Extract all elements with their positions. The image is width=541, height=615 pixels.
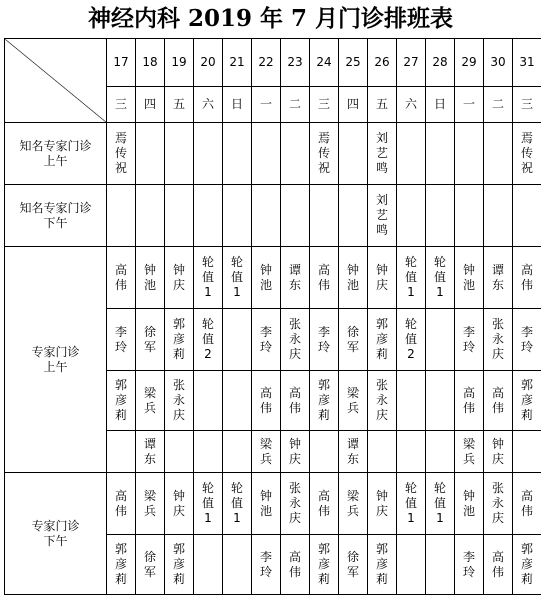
doctor-cell-text: 钟庆 [173,488,186,518]
date-cell: 17 [107,39,136,87]
doctor-cell [223,309,252,371]
doctor-cell [281,371,310,431]
doctor-cell-text: 刘艺鸣 [376,193,389,237]
doctor-cell-text: 郭彦莉 [521,378,534,422]
doctor-cell [281,431,310,473]
doctor-cell [252,431,281,473]
doctor-cell-text: 轮值2 [202,317,215,361]
doctor-cell-text: 钟池 [463,262,476,292]
doctor-cell [484,431,513,473]
doctor-cell [223,371,252,431]
doctor-cell-text: 谭东 [144,436,157,466]
doctor-cell-text: 钟池 [144,262,157,292]
doctor-cell-text: 郭彦莉 [173,317,186,361]
doctor-cell [368,247,397,309]
doctor-cell-text: 张永庆 [289,481,302,525]
doctor-cell [252,309,281,371]
doctor-cell [107,431,136,473]
doctor-cell [194,185,223,247]
doctor-cell-text: 高伟 [260,385,273,415]
doctor-cell [252,473,281,535]
doctor-cell [339,123,368,185]
weekday-cell: 一 [455,87,484,123]
doctor-cell [513,431,541,473]
doctor-cell-text: 李玲 [463,549,476,579]
doctor-cell [426,309,455,371]
doctor-cell-text: 轮值1 [405,481,418,525]
doctor-cell [513,535,541,595]
doctor-cell [484,473,513,535]
weekday-cell: 一 [252,87,281,123]
doctor-cell [136,535,165,595]
doctor-cell-text: 李玲 [115,324,128,354]
weekday-cell: 日 [223,87,252,123]
doctor-cell [223,185,252,247]
doctor-cell [165,123,194,185]
expert-pm-label [5,185,107,247]
date-cell: 24 [310,39,339,87]
doctor-cell [136,123,165,185]
doctor-cell [194,431,223,473]
doctor-cell [252,371,281,431]
doctor-cell [484,123,513,185]
doctor-cell-text: 高伟 [492,549,505,579]
date-cell: 30 [484,39,513,87]
doctor-cell [281,247,310,309]
doctor-cell-text: 李玲 [318,324,331,354]
doctor-cell-text: 郭彦莉 [115,378,128,422]
doctor-cell [368,371,397,431]
doctor-cell [397,185,426,247]
doctor-cell [194,535,223,595]
doctor-cell [368,535,397,595]
weekday-cell: 日 [426,87,455,123]
doctor-cell [223,535,252,595]
doctor-cell [455,431,484,473]
doctor-cell-text: 高伟 [492,385,505,415]
page-title: 神经内科 2019 年 7 月门诊排班表 [87,5,454,32]
doctor-cell [107,123,136,185]
doctor-cell [426,535,455,595]
doctor-cell-text: 焉传祝 [521,131,534,175]
doctor-cell [194,473,223,535]
doctor-cell-text: 钟庆 [492,436,505,466]
doctor-cell [136,185,165,247]
clinic-pm-row [5,473,541,535]
doctor-cell [455,473,484,535]
doctor-cell [397,431,426,473]
doctor-cell [194,247,223,309]
weekday-cell: 六 [194,87,223,123]
weekday-cell: 五 [165,87,194,123]
doctor-cell [310,247,339,309]
doctor-cell [426,371,455,431]
doctor-cell-text: 张永庆 [492,481,505,525]
doctor-cell [339,185,368,247]
doctor-cell-text: 刘艺鸣 [376,131,389,175]
doctor-cell [107,371,136,431]
doctor-cell-text: 高伟 [318,262,331,292]
doctor-cell-text: 轮值1 [434,481,447,525]
doctor-cell [368,123,397,185]
doctor-cell-text: 高伟 [463,385,476,415]
doctor-cell [310,185,339,247]
doctor-cell-text: 高伟 [521,262,534,292]
doctor-cell-text: 钟庆 [376,488,389,518]
clinic-pm-label [5,473,107,595]
doctor-cell-text: 梁兵 [347,385,360,415]
weekday-cell: 六 [397,87,426,123]
doctor-cell-text: 轮值1 [231,255,244,299]
doctor-cell [136,473,165,535]
doctor-cell-text: 郭彦莉 [521,542,534,586]
doctor-cell [426,473,455,535]
doctor-cell [426,247,455,309]
expert-am-label [5,123,107,185]
weekday-cell: 二 [484,87,513,123]
doctor-cell [194,309,223,371]
doctor-cell [455,371,484,431]
doctor-cell-text: 高伟 [115,488,128,518]
doctor-cell [310,473,339,535]
doctor-cell-text: 李玲 [260,324,273,354]
doctor-cell [368,185,397,247]
doctor-cell [455,309,484,371]
doctor-cell-text: 徐军 [347,324,360,354]
clinic-am-row [5,247,541,309]
doctor-cell-text: 焉传祝 [115,131,128,175]
doctor-cell [165,309,194,371]
doctor-cell [252,247,281,309]
doctor-cell-text: 张永庆 [492,317,505,361]
doctor-cell [426,431,455,473]
expert-am-label-line-1: 知名专家门诊 [19,138,92,153]
doctor-cell-text: 郭彦莉 [173,542,186,586]
corner-diagonal-cell [5,39,107,123]
doctor-cell [310,535,339,595]
doctor-cell-text: 谭东 [492,262,505,292]
doctor-cell-text: 钟池 [260,488,273,518]
doctor-cell [165,473,194,535]
date-cell: 29 [455,39,484,87]
doctor-cell-text: 高伟 [115,262,128,292]
doctor-cell-text: 轮值1 [231,481,244,525]
doctor-cell [281,473,310,535]
doctor-cell [107,473,136,535]
doctor-cell [252,123,281,185]
date-cell: 31 [513,39,541,87]
doctor-cell [107,535,136,595]
doctor-cell [223,473,252,535]
doctor-cell-text: 李玲 [521,324,534,354]
doctor-cell [165,247,194,309]
doctor-cell [484,371,513,431]
doctor-cell [194,123,223,185]
doctor-cell [339,309,368,371]
doctor-cell [397,247,426,309]
doctor-cell-text: 钟池 [463,488,476,518]
doctor-cell [281,185,310,247]
doctor-cell [339,535,368,595]
clinic-am-label-line-1: 专家门诊 [31,344,80,359]
clinic-am-label-line-2: 上午 [43,359,68,374]
weekday-cell: 三 [513,87,541,123]
date-cell: 20 [194,39,223,87]
doctor-cell [107,185,136,247]
date-cell: 25 [339,39,368,87]
doctor-cell-text: 郭彦莉 [318,378,331,422]
doctor-cell [223,431,252,473]
doctor-cell-text: 梁兵 [463,436,476,466]
date-cell: 27 [397,39,426,87]
doctor-cell [223,123,252,185]
doctor-cell [484,185,513,247]
date-cell: 19 [165,39,194,87]
clinic-am-label [5,247,107,473]
schedule-table [4,38,541,595]
doctor-cell [484,247,513,309]
doctor-cell [513,309,541,371]
doctor-cell [513,247,541,309]
doctor-cell [368,473,397,535]
doctor-cell [165,185,194,247]
doctor-cell [165,431,194,473]
doctor-cell [252,185,281,247]
doctor-cell [194,371,223,431]
expert-am-row [5,123,541,185]
doctor-cell-text: 徐军 [347,549,360,579]
doctor-cell [455,185,484,247]
doctor-cell-text: 梁兵 [144,385,157,415]
expert-pm-label-line-2: 下午 [43,215,68,230]
doctor-cell-text: 郭彦莉 [115,542,128,586]
doctor-cell [513,371,541,431]
doctor-cell [281,309,310,371]
doctor-cell-text: 梁兵 [347,488,360,518]
doctor-cell [426,123,455,185]
doctor-cell [484,309,513,371]
doctor-cell [310,431,339,473]
doctor-cell-text: 徐军 [144,549,157,579]
clinic-pm-label-line-2: 下午 [43,533,68,548]
doctor-cell-text: 梁兵 [144,488,157,518]
doctor-cell [339,247,368,309]
doctor-cell-text: 郭彦莉 [376,317,389,361]
doctor-cell [455,535,484,595]
expert-am-label-line-2: 上午 [43,153,68,168]
doctor-cell-text: 钟庆 [173,262,186,292]
doctor-cell-text: 张永庆 [289,317,302,361]
doctor-cell [136,247,165,309]
doctor-cell [136,431,165,473]
doctor-cell [455,247,484,309]
doctor-cell [107,309,136,371]
doctor-cell-text: 轮值1 [202,481,215,525]
doctor-cell-text: 高伟 [289,385,302,415]
doctor-cell-text: 梁兵 [260,436,273,466]
doctor-cell-text: 郭彦莉 [318,542,331,586]
doctor-cell-text: 轮值1 [202,255,215,299]
date-cell: 28 [426,39,455,87]
doctor-cell-text: 焉传祝 [318,131,331,175]
date-cell: 26 [368,39,397,87]
doctor-cell-text: 轮值1 [434,255,447,299]
doctor-cell [397,371,426,431]
doctor-cell [310,371,339,431]
weekday-cell: 四 [339,87,368,123]
date-cell: 21 [223,39,252,87]
date-cell: 23 [281,39,310,87]
date-cell: 18 [136,39,165,87]
weekday-cell: 二 [281,87,310,123]
doctor-cell-text: 轮值1 [405,255,418,299]
doctor-cell-text: 李玲 [260,549,273,579]
doctor-cell [426,185,455,247]
doctor-cell-text: 轮值2 [405,317,418,361]
doctor-cell [368,431,397,473]
doctor-cell-text: 谭东 [289,262,302,292]
doctor-cell [165,535,194,595]
doctor-cell [484,535,513,595]
doctor-cell [165,371,194,431]
doctor-cell-text: 郭彦莉 [376,542,389,586]
weekday-cell: 三 [310,87,339,123]
doctor-cell [252,535,281,595]
doctor-cell [455,123,484,185]
doctor-cell-text: 钟池 [260,262,273,292]
expert-pm-label-line-1: 知名专家门诊 [19,200,92,215]
doctor-cell [513,185,541,247]
doctor-cell-text: 张永庆 [173,378,186,422]
doctor-cell [136,371,165,431]
doctor-cell-text: 高伟 [521,488,534,518]
doctor-cell-text: 高伟 [289,549,302,579]
doctor-cell-text: 高伟 [318,488,331,518]
doctor-cell [136,309,165,371]
doctor-cell [281,123,310,185]
doctor-cell [339,431,368,473]
date-cell: 22 [252,39,281,87]
doctor-cell-text: 钟庆 [376,262,389,292]
doctor-cell [310,309,339,371]
doctor-cell [368,309,397,371]
doctor-cell [223,247,252,309]
doctor-cell-text: 李玲 [463,324,476,354]
date-header-row [5,39,541,87]
expert-pm-row [5,185,541,247]
weekday-cell: 五 [368,87,397,123]
doctor-cell [339,371,368,431]
doctor-cell-text: 张永庆 [376,378,389,422]
doctor-cell-text: 徐军 [144,324,157,354]
doctor-cell [397,535,426,595]
doctor-cell [397,309,426,371]
doctor-cell-text: 谭东 [347,436,360,466]
doctor-cell [107,247,136,309]
clinic-pm-label-line-1: 专家门诊 [31,518,80,533]
doctor-cell [397,123,426,185]
weekday-cell: 四 [136,87,165,123]
doctor-cell [513,473,541,535]
weekday-cell: 三 [107,87,136,123]
doctor-cell-text: 钟池 [347,262,360,292]
doctor-cell [397,473,426,535]
doctor-cell [281,535,310,595]
doctor-cell-text: 钟庆 [289,436,302,466]
doctor-cell [513,123,541,185]
doctor-cell [339,473,368,535]
doctor-cell [310,123,339,185]
